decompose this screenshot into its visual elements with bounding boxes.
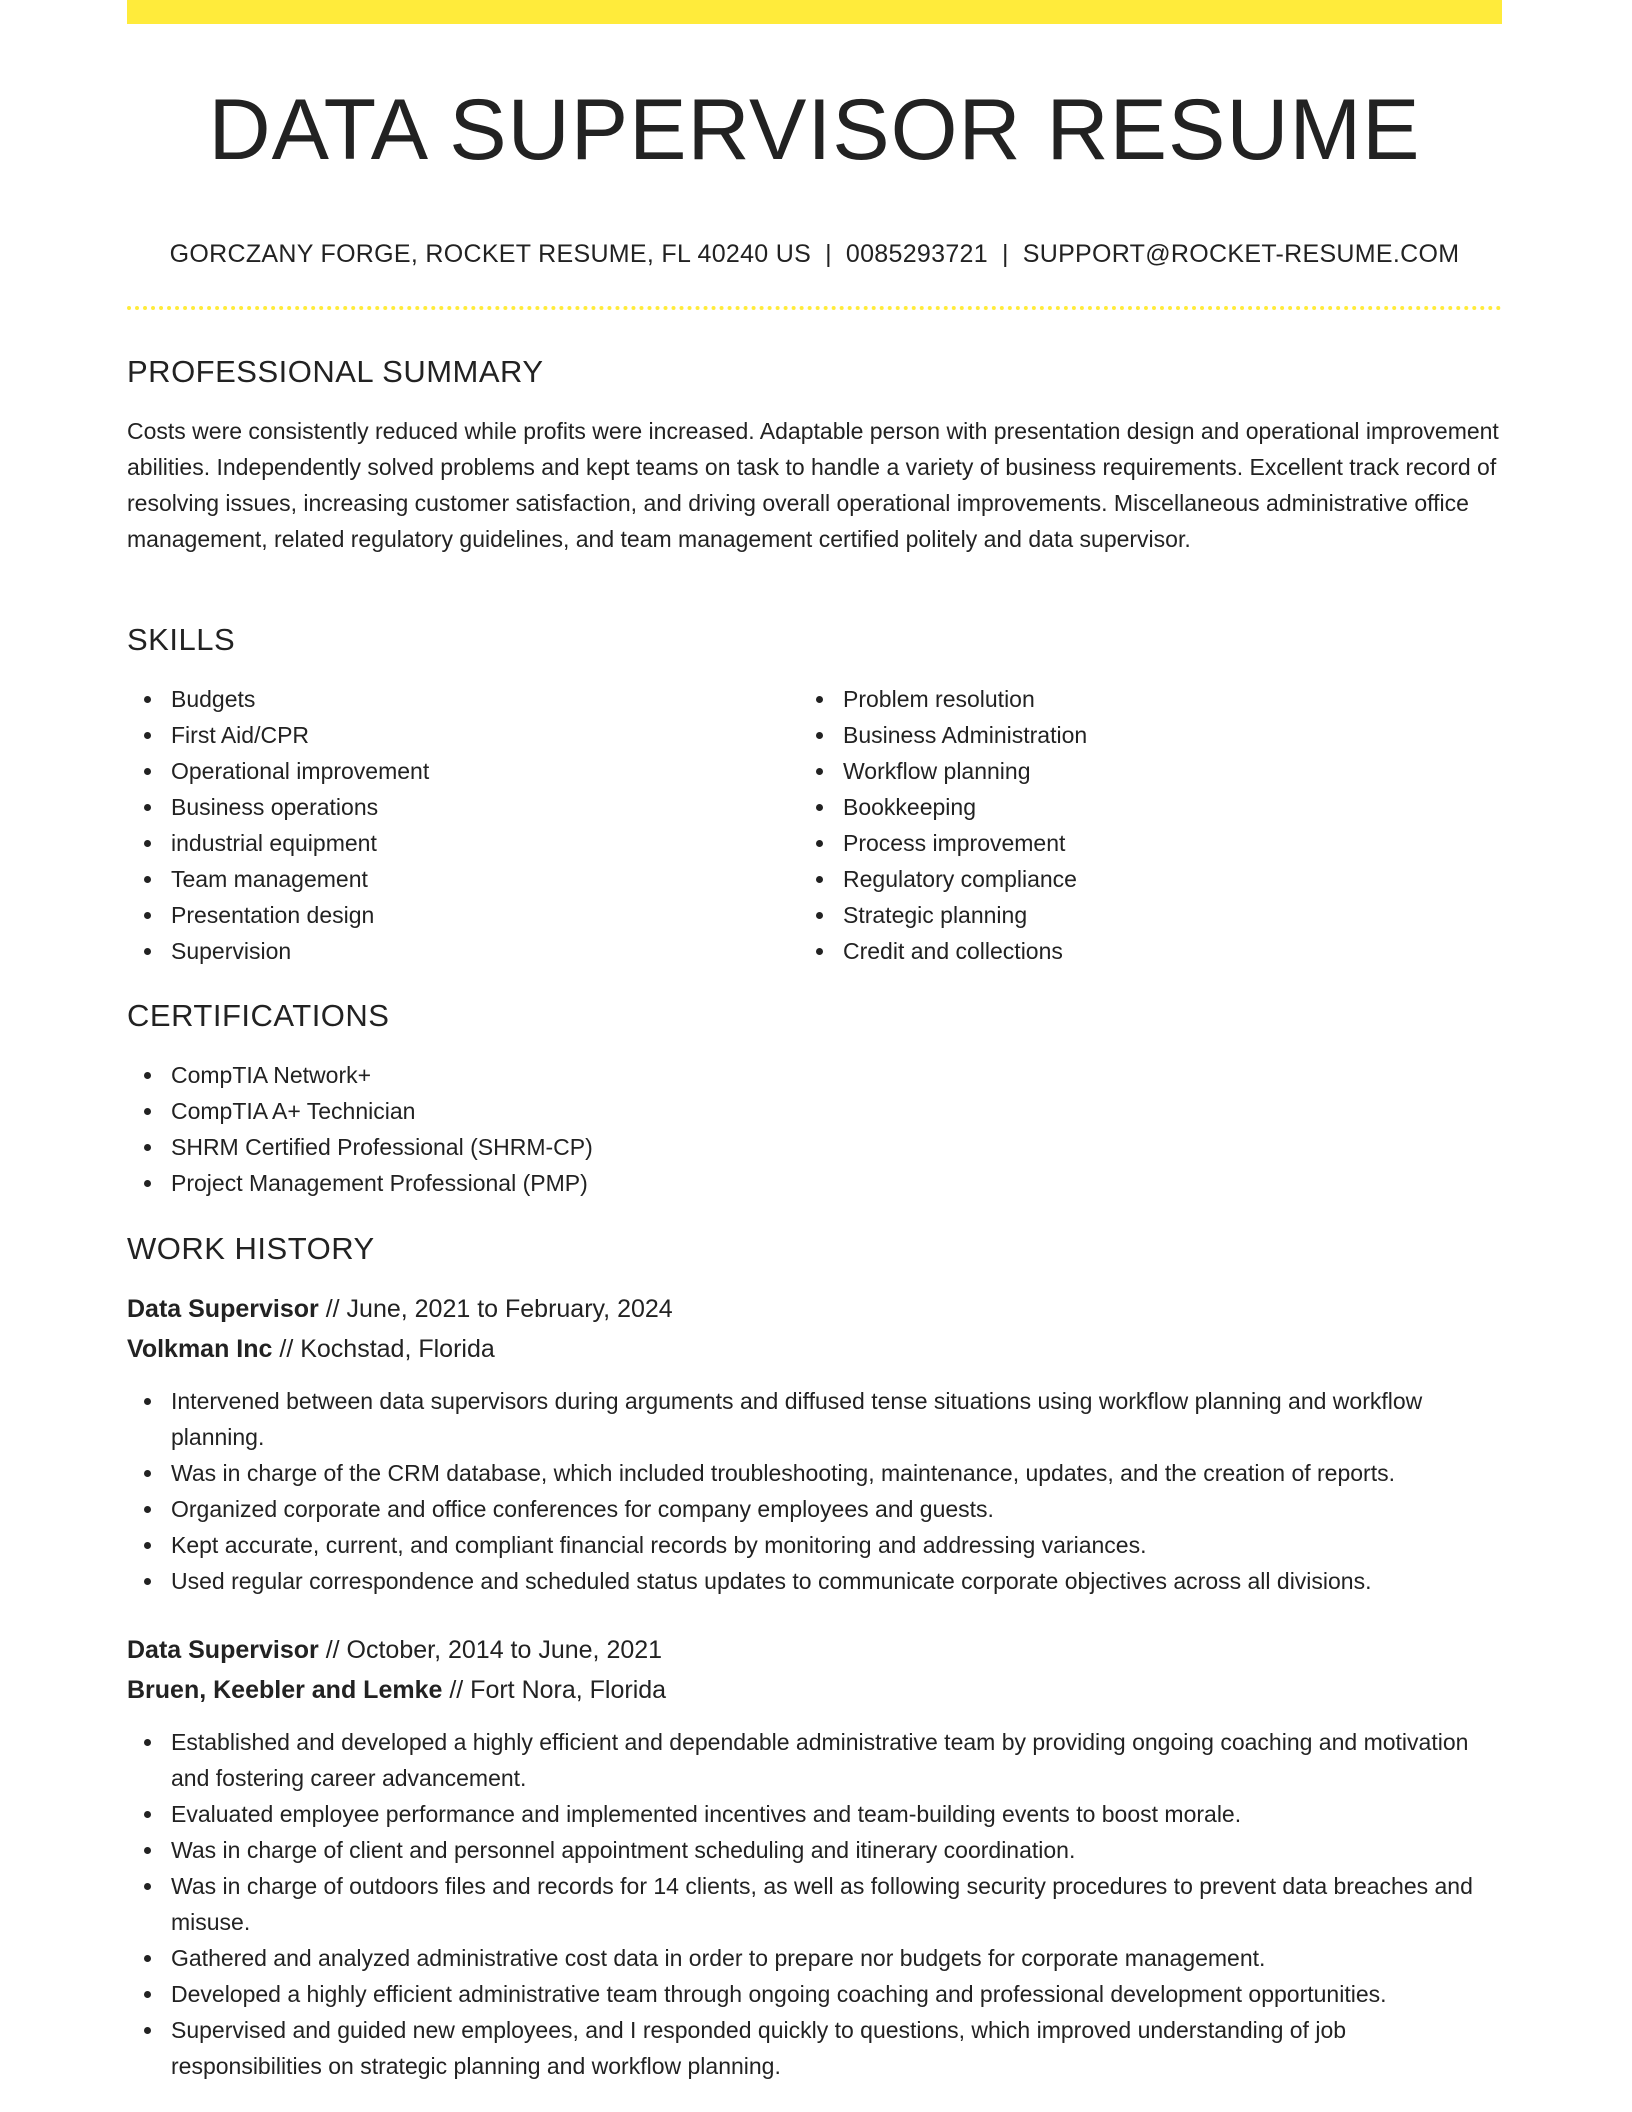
job-dates: // October, 2014 to June, 2021 (325, 1636, 663, 1664)
contact-line (127, 236, 1502, 272)
contact-address: GORCZANY FORGE, ROCKET RESUME, FL 40240 US (169, 240, 812, 268)
skills-left-list (127, 681, 767, 969)
job-bullet: Kept accurate, current, and compliant financial records by monitoring and addressing variances. (127, 1527, 1502, 1563)
job-title-line (127, 1632, 662, 1668)
skills-left-column (127, 681, 767, 969)
skills-right-list (799, 681, 1439, 969)
job-title: Data Supervisor (127, 1636, 319, 1664)
contact-separator: | (1001, 240, 1009, 268)
skill-item: Team management (127, 861, 767, 897)
certification-item: Project Management Professional (PMP) (127, 1165, 1502, 1201)
job-company-line (127, 1331, 495, 1367)
skill-item: Budgets (127, 681, 767, 717)
accent-bar (127, 0, 1502, 24)
job-title-line (127, 1291, 673, 1327)
skill-item: Workflow planning (799, 753, 1439, 789)
skill-item: Business operations (127, 789, 767, 825)
certification-item: SHRM Certified Professional (SHRM-CP) (127, 1129, 1502, 1165)
job-bullet: Organized corporate and office conferences for company employees and guests. (127, 1491, 1502, 1527)
certification-item: CompTIA A+ Technician (127, 1093, 1502, 1129)
job-dates: // June, 2021 to February, 2024 (325, 1295, 673, 1323)
job-bullet: Developed a highly efficient administrative team through ongoing coaching and professional development opportunities. (127, 1976, 1502, 2012)
skill-item: Supervision (127, 933, 767, 969)
job-bullet: Supervised and guided new employees, and I responded quickly to questions, which improved understanding of job responsibilities on strategic planning and workflow planning. (127, 2012, 1502, 2084)
certifications-block (127, 1057, 1502, 1201)
contact-phone: 0085293721 (845, 240, 988, 268)
job-location: // Kochstad, Florida (279, 1335, 495, 1363)
job-bullet-list (127, 1383, 1502, 1599)
contact-email: SUPPORT@ROCKET-RESUME.COM (1022, 240, 1460, 268)
header-divider (127, 306, 1502, 310)
skill-item: Problem resolution (799, 681, 1439, 717)
skill-item: Process improvement (799, 825, 1439, 861)
job-bullet: Used regular correspondence and scheduled status updates to communicate corporate objectives across all divisions. (127, 1563, 1502, 1599)
job-location: // Fort Nora, Florida (449, 1676, 667, 1704)
skill-item: Operational improvement (127, 753, 767, 789)
job-title: Data Supervisor (127, 1295, 319, 1323)
page-title: DATA SUPERVISOR RESUME (208, 82, 1421, 178)
job-company-line (127, 1672, 666, 1708)
certifications-heading: CERTIFICATIONS (127, 998, 390, 1033)
job-company: Bruen, Keebler and Lemke (127, 1676, 443, 1704)
skill-item: Bookkeeping (799, 789, 1439, 825)
job-bullet: Was in charge of outdoors files and records for 14 clients, as well as following security procedures to prevent data breaches and misuse. (127, 1868, 1502, 1940)
job-company: Volkman Inc (127, 1335, 273, 1363)
summary-text: Costs were consistently reduced while profits were increased. Adaptable person with presentation design and operational improvement abilities. Independently solved problems and kept teams on task to handle a variety of business requirements. Excellent track record of resolving issues, increasing customer satisfaction, and driving overall operational improvements. Miscellaneous administrative office management, related regulatory guidelines, and team management certified politely and data supervisor. (127, 418, 1499, 552)
job-bullet: Evaluated employee performance and implemented incentives and team-building events to boost morale. (127, 1796, 1502, 1832)
work-heading: WORK HISTORY (127, 1231, 375, 1266)
job-bullet: Was in charge of client and personnel appointment scheduling and itinerary coordination. (127, 1832, 1502, 1868)
skill-item: First Aid/CPR (127, 717, 767, 753)
certifications-list (127, 1057, 1502, 1201)
summary-heading: PROFESSIONAL SUMMARY (127, 354, 544, 389)
skill-item: industrial equipment (127, 825, 767, 861)
job-bullets-block (127, 1383, 1502, 1599)
skills-right-column (799, 681, 1439, 969)
job-bullet: Gathered and analyzed administrative cost data in order to prepare nor budgets for corporate management. (127, 1940, 1502, 1976)
job-bullet-list (127, 1724, 1502, 2084)
job-bullet: Was in charge of the CRM database, which included troubleshooting, maintenance, updates, and the creation of reports. (127, 1455, 1502, 1491)
contact-separator: | (825, 240, 832, 268)
skills-heading: SKILLS (127, 622, 236, 657)
skill-item: Credit and collections (799, 933, 1439, 969)
job-bullets-block (127, 1724, 1502, 2084)
certification-item: CompTIA Network+ (127, 1057, 1502, 1093)
job-bullet: Established and developed a highly efficient and dependable administrative team by providing ongoing coaching and motivation and fostering career advancement. (127, 1724, 1502, 1796)
skill-item: Strategic planning (799, 897, 1439, 933)
job-bullet: Intervened between data supervisors during arguments and diffused tense situations using workflow planning and workflow planning. (127, 1383, 1502, 1455)
skill-item: Business Administration (799, 717, 1439, 753)
skill-item: Regulatory compliance (799, 861, 1439, 897)
skill-item: Presentation design (127, 897, 767, 933)
